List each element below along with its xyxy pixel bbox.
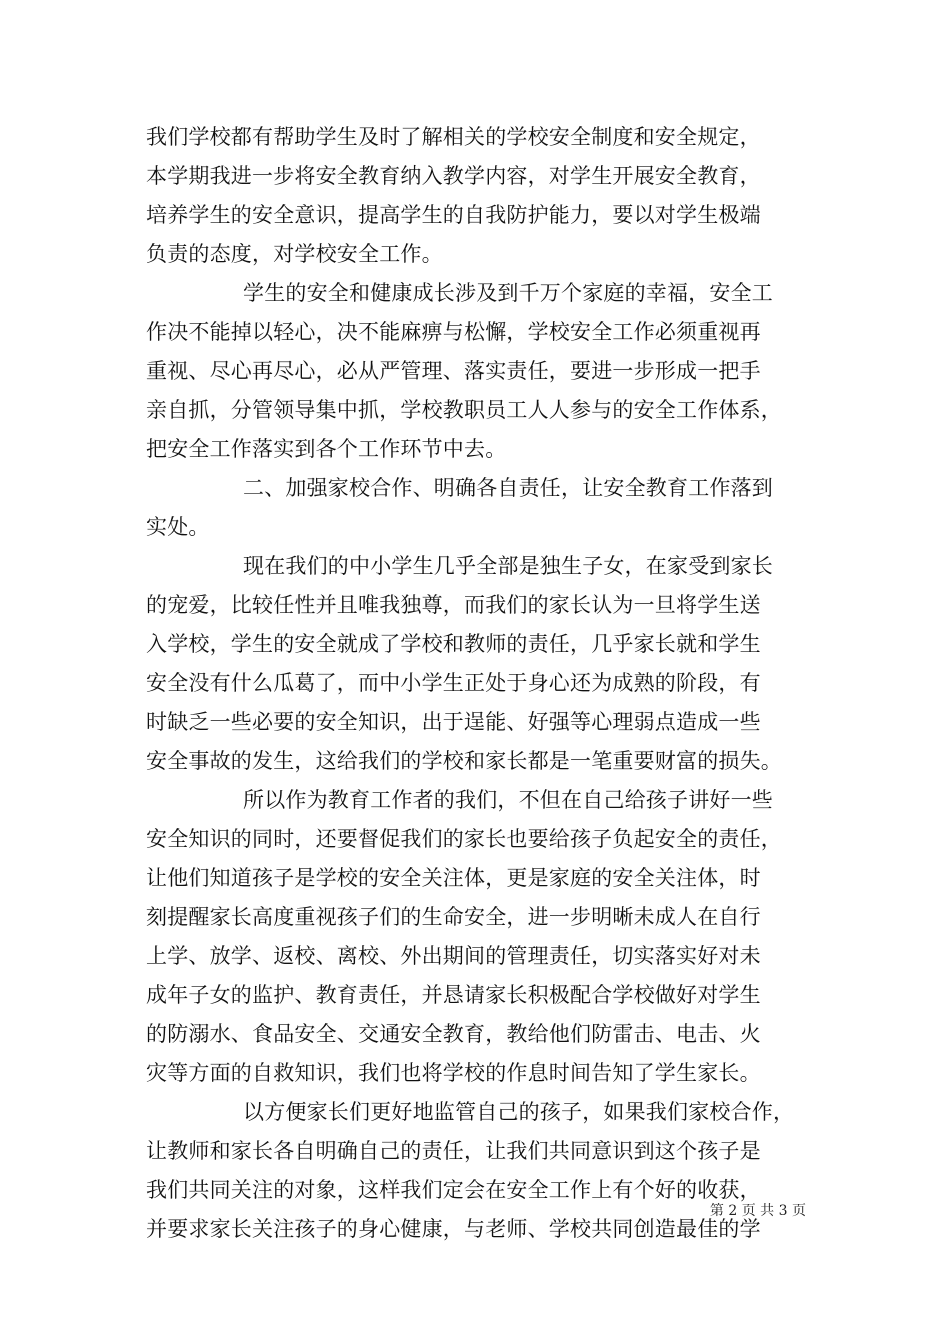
text-line: 的防溺水、食品安全、交通安全教育，教给他们防雷击、电击、火 bbox=[146, 1022, 761, 1046]
text-line: 负责的态度，对学校安全工作。 bbox=[146, 242, 443, 266]
section-heading-line: 二、加强家校合作、明确各自责任，让安全教育工作落到 bbox=[243, 476, 773, 500]
text-line: 上学、放学、返校、离校、外出期间的管理责任，切实落实好对未 bbox=[146, 944, 761, 968]
paragraph-first-line: 所以作为教育工作者的我们，不但在自己给孩子讲好一些 bbox=[243, 788, 773, 812]
text-line: 培养学生的安全意识，提高学生的自我防护能力，要以对学生极端 bbox=[146, 203, 761, 227]
text-line: 本学期我进一步将安全教育纳入教学内容，对学生开展安全教育， bbox=[146, 164, 761, 188]
text-line: 灾等方面的自救知识，我们也将学校的作息时间告知了学生家长。 bbox=[146, 1061, 761, 1085]
text-line: 我们学校都有帮助学生及时了解相关的学校安全制度和安全规定， bbox=[146, 125, 761, 149]
text-line: 让他们知道孩子是学校的安全关注体，更是家庭的安全关注体，时 bbox=[146, 866, 761, 890]
text-line: 成年子女的监护、教育责任，并恳请家长积极配合学校做好对学生 bbox=[146, 983, 761, 1007]
text-line: 作决不能掉以轻心，决不能麻痹与松懈，学校安全工作必须重视再 bbox=[146, 320, 761, 344]
text-line: 我们共同关注的对象，这样我们定会在安全工作上有个好的收获， bbox=[146, 1178, 761, 1202]
paragraph-first-line: 现在我们的中小学生几乎全部是独生子女，在家受到家长 bbox=[243, 554, 773, 578]
text-line: 的宠爱，比较任性并且唯我独尊，而我们的家长认为一旦将学生送 bbox=[146, 593, 761, 617]
text-line: 刻提醒家长高度重视孩子们的生命安全，进一步明晰未成人在自行 bbox=[146, 905, 761, 929]
document-body bbox=[146, 118, 806, 1249]
text-line: 重视、尽心再尽心，必从严管理、落实责任，要进一步形成一把手 bbox=[146, 359, 761, 383]
section-heading-line: 实处。 bbox=[146, 515, 210, 539]
text-line: 时缺乏一些必要的安全知识，出于逞能、好强等心理弱点造成一些 bbox=[146, 710, 761, 734]
text-line: 安全没有什么瓜葛了，而中小学生正处于身心还为成熟的阶段，有 bbox=[146, 671, 761, 695]
text-line: 让教师和家长各自明确自己的责任，让我们共同意识到这个孩子是 bbox=[146, 1139, 761, 1163]
paragraph-first-line: 以方便家长们更好地监管自己的孩子，如果我们家校合作， bbox=[243, 1100, 795, 1124]
text-line: 安全知识的同时，还要督促我们的家长也要给孩子负起安全的责任， bbox=[146, 827, 782, 851]
text-line: 把安全工作落实到各个工作环节中去。 bbox=[146, 437, 507, 461]
text-line: 安全事故的发生，这给我们的学校和家长都是一笔重要财富的损失。 bbox=[146, 749, 782, 773]
text-line: 入学校，学生的安全就成了学校和教师的责任，几乎家长就和学生 bbox=[146, 632, 761, 656]
page-number-footer: 第 2 页 共 3 页 bbox=[709, 1203, 806, 1219]
paragraph-first-line: 学生的安全和健康成长涉及到千万个家庭的幸福，安全工 bbox=[243, 281, 773, 305]
text-line: 亲自抓，分管领导集中抓，学校教职员工人人参与的安全工作体系， bbox=[146, 398, 782, 422]
text-line: 并要求家长关注孩子的身心健康，与老师、学校共同创造最佳的学 bbox=[146, 1217, 761, 1241]
